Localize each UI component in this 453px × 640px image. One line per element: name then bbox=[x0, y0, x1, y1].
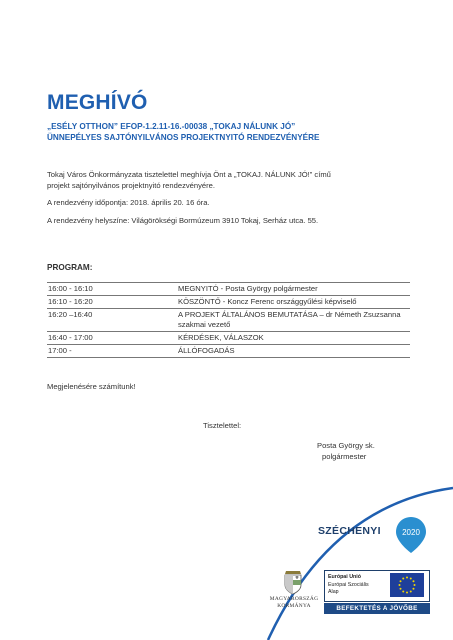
program-time: 17:00 - bbox=[47, 345, 178, 358]
szechenyi-label: SZÉCHENYI bbox=[318, 525, 381, 537]
szechenyi-pin-icon bbox=[394, 515, 428, 555]
program-item: A PROJEKT ÁLTALÁNOS BEMUTATÁSA – dr Németh Zsuzsanna szakmai vezető bbox=[178, 309, 410, 332]
eu-star bbox=[414, 584, 416, 586]
eu-star bbox=[410, 578, 412, 580]
program-item: MEGNYITÓ - Posta György polgármester bbox=[178, 283, 410, 296]
szechenyi-year: 2020 bbox=[402, 528, 420, 537]
government-label bbox=[266, 596, 322, 610]
closing-text: Megjelenésére számítunk! bbox=[47, 382, 136, 391]
eu-star bbox=[402, 590, 404, 592]
eu-line-2: Európai Szociális bbox=[328, 581, 369, 588]
program-item: KÉRDÉSEK, VÁLASZOK bbox=[178, 332, 410, 345]
greeting: Tisztelettel: bbox=[203, 421, 242, 430]
signature-title: polgármester bbox=[322, 452, 367, 461]
eu-star bbox=[406, 592, 408, 594]
program-time: 16:20 –16:40 bbox=[47, 309, 178, 332]
program-time: 16:00 - 16:10 bbox=[47, 283, 178, 296]
subtitle-line-1: „ESÉLY OTTHON” EFOP-1.2.11-16.-00038 „TOKAJ NÁLUNK JÓ” bbox=[47, 122, 296, 131]
investment-bar: BEFEKTETÉS A JÖVŐBE bbox=[324, 603, 430, 614]
eu-line-3: Alap bbox=[328, 589, 339, 596]
government-line-2: KORMÁNYA bbox=[277, 603, 311, 609]
eu-star bbox=[399, 584, 401, 586]
coat-of-arms-icon bbox=[280, 566, 306, 596]
event-venue: A rendezvény helyszíne: Világörökségi Bormúzeum 3910 Tokaj, Serház utca. 55. bbox=[47, 216, 319, 225]
eu-star bbox=[400, 588, 402, 590]
eu-star bbox=[400, 580, 402, 582]
program-item: ÁLLÓFOGADÁS bbox=[178, 345, 410, 358]
eu-star bbox=[412, 580, 414, 582]
eu-flag-icon bbox=[390, 573, 424, 597]
page-title: MEGHÍVÓ bbox=[47, 91, 148, 114]
intro-line-2: projekt sajtónyilvános projektnyitó rendezvényére. bbox=[47, 181, 215, 190]
signature-name: Posta György sk. bbox=[317, 441, 375, 450]
eu-star bbox=[406, 577, 408, 579]
program-item: KÖSZÖNTŐ - Koncz Ferenc országgyűlési képviselő bbox=[178, 296, 410, 309]
intro-line-1: Tokaj Város Önkormányzata tisztelettel meghívja Önt a „TOKAJ. NÁLUNK JÓ!” című bbox=[47, 170, 331, 179]
government-line-1: MAGYARORSZÁG bbox=[269, 596, 319, 602]
program-time: 16:40 - 17:00 bbox=[47, 332, 178, 345]
eu-line-1: Európai Unió bbox=[328, 574, 361, 580]
event-date: A rendezvény időpontja: 2018. április 20. 16 óra. bbox=[47, 198, 210, 207]
subtitle-line-2: ÜNNEPÉLYES SAJTÓNYILVÁNOS PROJEKTNYITÓ RENDEZVÉNYÉRE bbox=[47, 133, 320, 142]
eu-star bbox=[410, 590, 412, 592]
program-label: PROGRAM: bbox=[47, 263, 93, 272]
program-time: 16:10 - 16:20 bbox=[47, 296, 178, 309]
eu-star bbox=[412, 588, 414, 590]
eu-star bbox=[402, 578, 404, 580]
eu-text bbox=[328, 574, 369, 597]
